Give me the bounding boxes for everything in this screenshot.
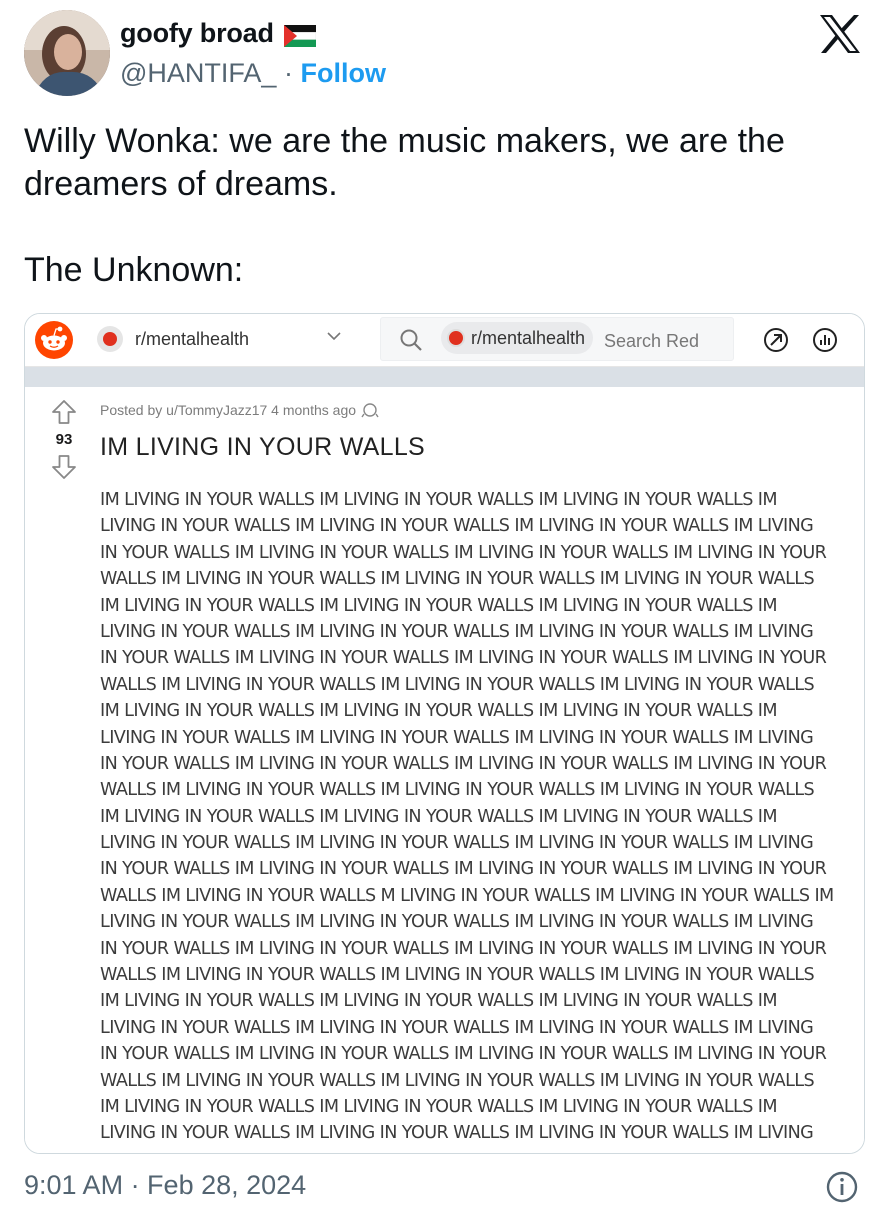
search-placeholder: Search Red: [604, 331, 700, 351]
post-body-line: IM LIVING IN YOUR WALLS IM LIVING IN YOUR WALLS IM LIVING IN YOUR WALLS IM: [100, 1096, 777, 1117]
post-body-line: LIVING IN YOUR WALLS IM LIVING IN YOUR WALLS IM LIVING IN YOUR WALLS IM LIVING: [100, 1123, 814, 1144]
separator: ·: [283, 58, 293, 88]
post-body: [100, 487, 860, 1147]
reddit-search-bar[interactable]: [380, 317, 734, 361]
post-body-line: IN YOUR WALLS IM LIVING IN YOUR WALLS IM LIVING IN YOUR WALLS IM LIVING IN YOUR: [100, 1044, 827, 1065]
post-body-line: IN YOUR WALLS IM LIVING IN YOUR WALLS IM LIVING IN YOUR WALLS IM LIVING IN YOUR: [100, 753, 827, 774]
post-body-line: LIVING IN YOUR WALLS IM LIVING IN YOUR WALLS IM LIVING IN YOUR WALLS IM LIVING: [100, 833, 814, 854]
post-meta-text: Posted by u/TommyJazz17 4 months ago: [100, 402, 357, 418]
reddit-header: [25, 314, 864, 367]
author-name-row[interactable]: [120, 18, 316, 49]
stats-icon[interactable]: [811, 326, 839, 354]
post-title[interactable]: IM LIVING IN YOUR WALLS: [100, 433, 426, 461]
post-body-line: LIVING IN YOUR WALLS IM LIVING IN YOUR WALLS IM LIVING IN YOUR WALLS IM LIVING: [100, 912, 814, 933]
post-body-line: IM LIVING IN YOUR WALLS IM LIVING IN YOUR WALLS IM LIVING IN YOUR WALLS IM: [100, 490, 777, 510]
vote-column: [49, 399, 79, 480]
post-body-line: WALLS IM LIVING IN YOUR WALLS IM LIVING IN YOUR WALLS IM LIVING IN YOUR WALLS: [100, 569, 815, 590]
divider: [25, 367, 864, 387]
post-meta: [100, 402, 380, 418]
post-body-line: IN YOUR WALLS IM LIVING IN YOUR WALLS IM LIVING IN YOUR WALLS IM LIVING IN YOUR: [100, 542, 827, 563]
post-body-line: WALLS IM LIVING IN YOUR WALLS M LIVING IN YOUR WALLS IM LIVING IN YOUR WALLS IM: [100, 885, 834, 906]
post-body-line: IM LIVING IN YOUR WALLS IM LIVING IN YOUR WALLS IM LIVING IN YOUR WALLS IM: [100, 806, 777, 827]
downvote-icon[interactable]: [51, 454, 77, 480]
author-handle[interactable]: @HANTIFA_: [120, 58, 277, 88]
award-icon: [360, 402, 380, 418]
post-body-line: IM LIVING IN YOUR WALLS IM LIVING IN YOUR WALLS IM LIVING IN YOUR WALLS IM: [100, 701, 777, 722]
vote-score: 93: [55, 431, 73, 448]
post-body-line: WALLS IM LIVING IN YOUR WALLS IM LIVING IN YOUR WALLS IM LIVING IN YOUR WALLS: [100, 1070, 815, 1091]
post-body-line: IM LIVING IN YOUR WALLS IM LIVING IN YOUR WALLS IM LIVING IN YOUR WALLS IM: [100, 595, 777, 616]
follow-button[interactable]: Follow: [300, 58, 386, 88]
reddit-post: [25, 387, 864, 1153]
tweet-text: Willy Wonka: we are the music makers, we are the dreamers of dreams. The Unknown:: [24, 122, 785, 289]
post-body-line: IN YOUR WALLS IM LIVING IN YOUR WALLS IM LIVING IN YOUR WALLS IM LIVING IN YOUR: [100, 938, 827, 959]
handle-row: [120, 58, 386, 89]
subreddit-icon: [447, 329, 465, 347]
search-icon: [399, 328, 423, 352]
share-icon[interactable]: [762, 326, 790, 354]
tweet-timestamp[interactable]: 9:01 AM · Feb 28, 2024: [24, 1170, 307, 1200]
media-screenshot[interactable]: [24, 313, 865, 1154]
search-scope-label: r/mentalhealth: [471, 328, 586, 348]
post-body-line: IN YOUR WALLS IM LIVING IN YOUR WALLS IM LIVING IN YOUR WALLS IM LIVING IN YOUR: [100, 859, 827, 880]
upvote-icon[interactable]: [51, 399, 77, 425]
post-body-line: LIVING IN YOUR WALLS IM LIVING IN YOUR WALLS IM LIVING IN YOUR WALLS IM LIVING: [100, 621, 814, 642]
post-body-line: LIVING IN YOUR WALLS IM LIVING IN YOUR WALLS IM LIVING IN YOUR WALLS IM LIVING: [100, 1017, 814, 1038]
search-scope-chip[interactable]: [441, 322, 593, 354]
palestine-flag-icon: [284, 23, 316, 45]
post-body-line: LIVING IN YOUR WALLS IM LIVING IN YOUR WALLS IM LIVING IN YOUR WALLS IM LIVING: [100, 727, 814, 748]
subreddit-icon: [97, 326, 123, 352]
chevron-down-icon[interactable]: [327, 328, 341, 346]
post-body-line: WALLS IM LIVING IN YOUR WALLS IM LIVING IN YOUR WALLS IM LIVING IN YOUR WALLS: [100, 780, 815, 801]
reddit-logo-icon[interactable]: [35, 321, 73, 359]
post-body-line: WALLS IM LIVING IN YOUR WALLS IM LIVING IN YOUR WALLS IM LIVING IN YOUR WALLS: [100, 674, 815, 695]
x-logo-icon[interactable]: [818, 14, 862, 54]
post-body-line: LIVING IN YOUR WALLS IM LIVING IN YOUR WALLS IM LIVING IN YOUR WALLS IM LIVING: [100, 516, 814, 537]
post-body-line: WALLS IM LIVING IN YOUR WALLS IM LIVING IN YOUR WALLS IM LIVING IN YOUR WALLS: [100, 965, 815, 986]
subreddit-selector[interactable]: r/mentalhealth: [135, 329, 250, 349]
post-body-line: IM LIVING IN YOUR WALLS IM LIVING IN YOUR WALLS IM LIVING IN YOUR WALLS IM: [100, 991, 777, 1012]
post-body-line: IN YOUR WALLS IM LIVING IN YOUR WALLS IM LIVING IN YOUR WALLS IM LIVING IN YOUR: [100, 648, 827, 669]
avatar[interactable]: [24, 10, 110, 96]
display-name[interactable]: goofy broad: [120, 18, 274, 48]
info-icon[interactable]: [825, 1170, 859, 1204]
